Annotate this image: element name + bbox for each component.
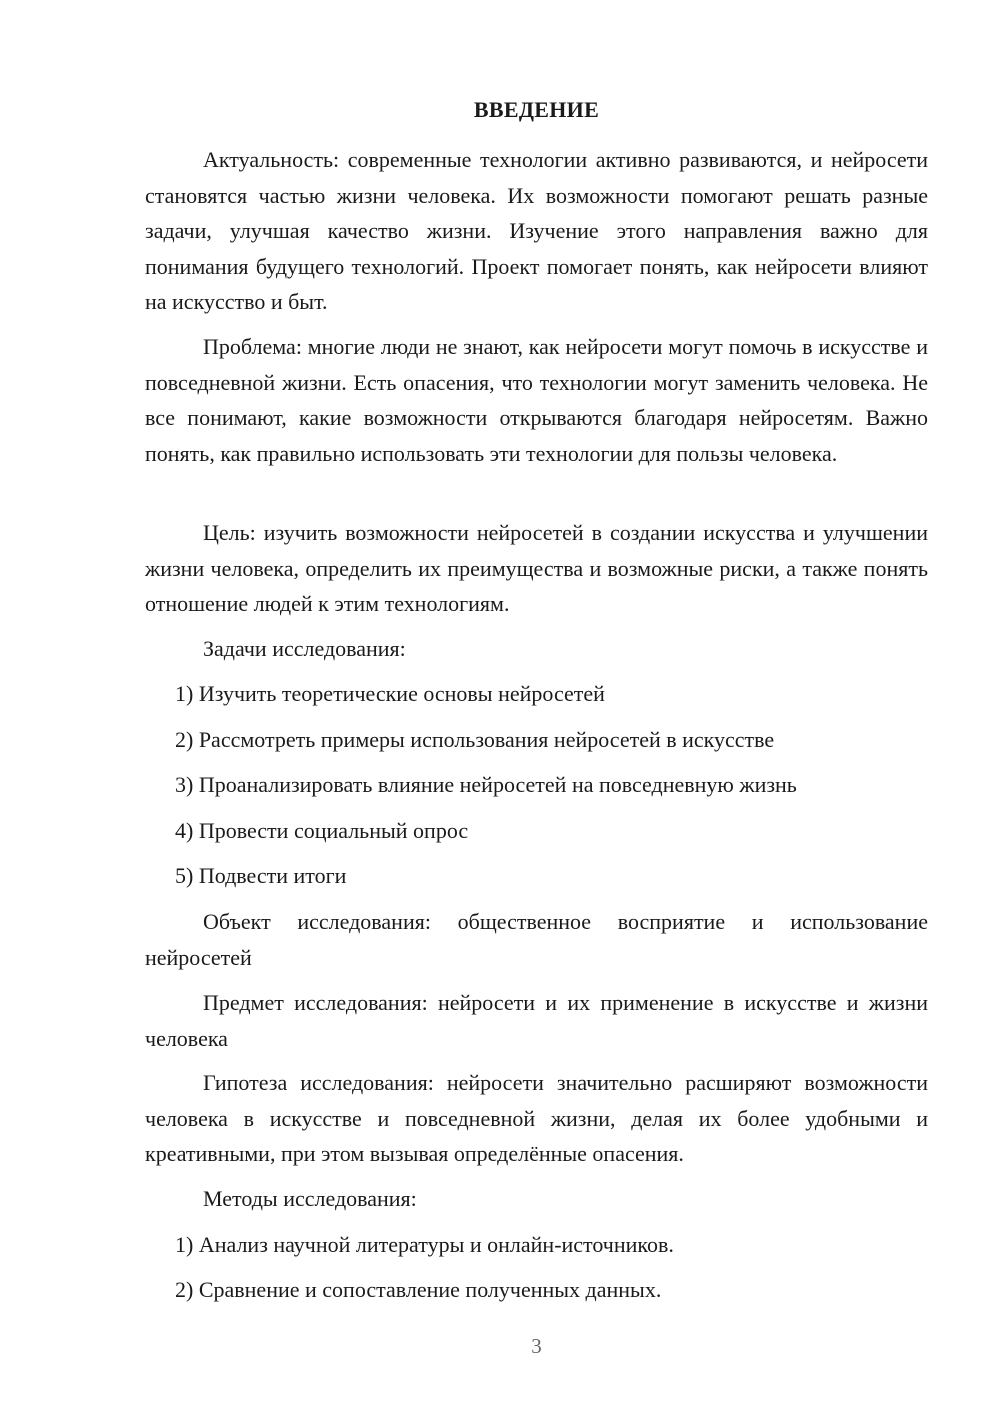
task-item-2: 2) Рассмотреть примеры использования нейросетей в искусстве xyxy=(175,727,775,752)
task-item-1: 1) Изучить теоретические основы нейросетей xyxy=(175,681,605,706)
section-heading: ВВЕДЕНИЕ xyxy=(473,97,600,122)
task-item-3: 3) Проанализировать влияние нейросетей на повседневную жизнь xyxy=(175,772,797,797)
problem-paragraph: Проблема: многие люди не знают, как нейросети могут помочь в искусстве и повседневной жизни. Есть опасения, что технологии могут заменить человека. Не все понимают, какие возможности открываются благодаря нейросетям. Важно понять, как правильно использовать эти технологии для пользы человека. xyxy=(145,334,928,466)
object-paragraph: Объект исследования: общественное восприятие и использование нейросетей xyxy=(145,909,928,970)
subject-paragraph: Предмет исследования: нейросети и их применение в искусстве и жизни человека xyxy=(145,990,928,1051)
document-page xyxy=(145,0,928,1414)
task-item-5: 5) Подвести итоги xyxy=(175,863,347,888)
method-item-2: 2) Сравнение и сопоставление полученных данных. xyxy=(175,1277,662,1302)
methods-heading: Методы исследования: xyxy=(203,1186,417,1211)
relevance-paragraph: Актуальность: современные технологии активно развиваются, и нейросети становятся частью жизни человека. Их возможности помогают решать разные задачи, улучшая качество жизни. Изучение этого направления важно для понимания будущего технологий. Проект помогает понять, как нейросети влияют на искусство и быт. xyxy=(145,147,928,314)
tasks-heading: Задачи исследования: xyxy=(203,636,406,661)
page-number: 3 xyxy=(531,1334,542,1358)
hypothesis-paragraph: Гипотеза исследования: нейросети значительно расширяют возможности человека в искусстве и повседневной жизни, делая их более удобными и креативными, при этом вызывая определённые опасения. xyxy=(145,1070,928,1166)
method-item-1: 1) Анализ научной литературы и онлайн-источников. xyxy=(175,1232,674,1257)
task-item-4: 4) Провести социальный опрос xyxy=(175,818,469,843)
goal-paragraph: Цель: изучить возможности нейросетей в создании искусства и улучшении жизни человека, определить их преимущества и возможные риски, а также понять отношение людей к этим технологиям. xyxy=(145,520,928,616)
